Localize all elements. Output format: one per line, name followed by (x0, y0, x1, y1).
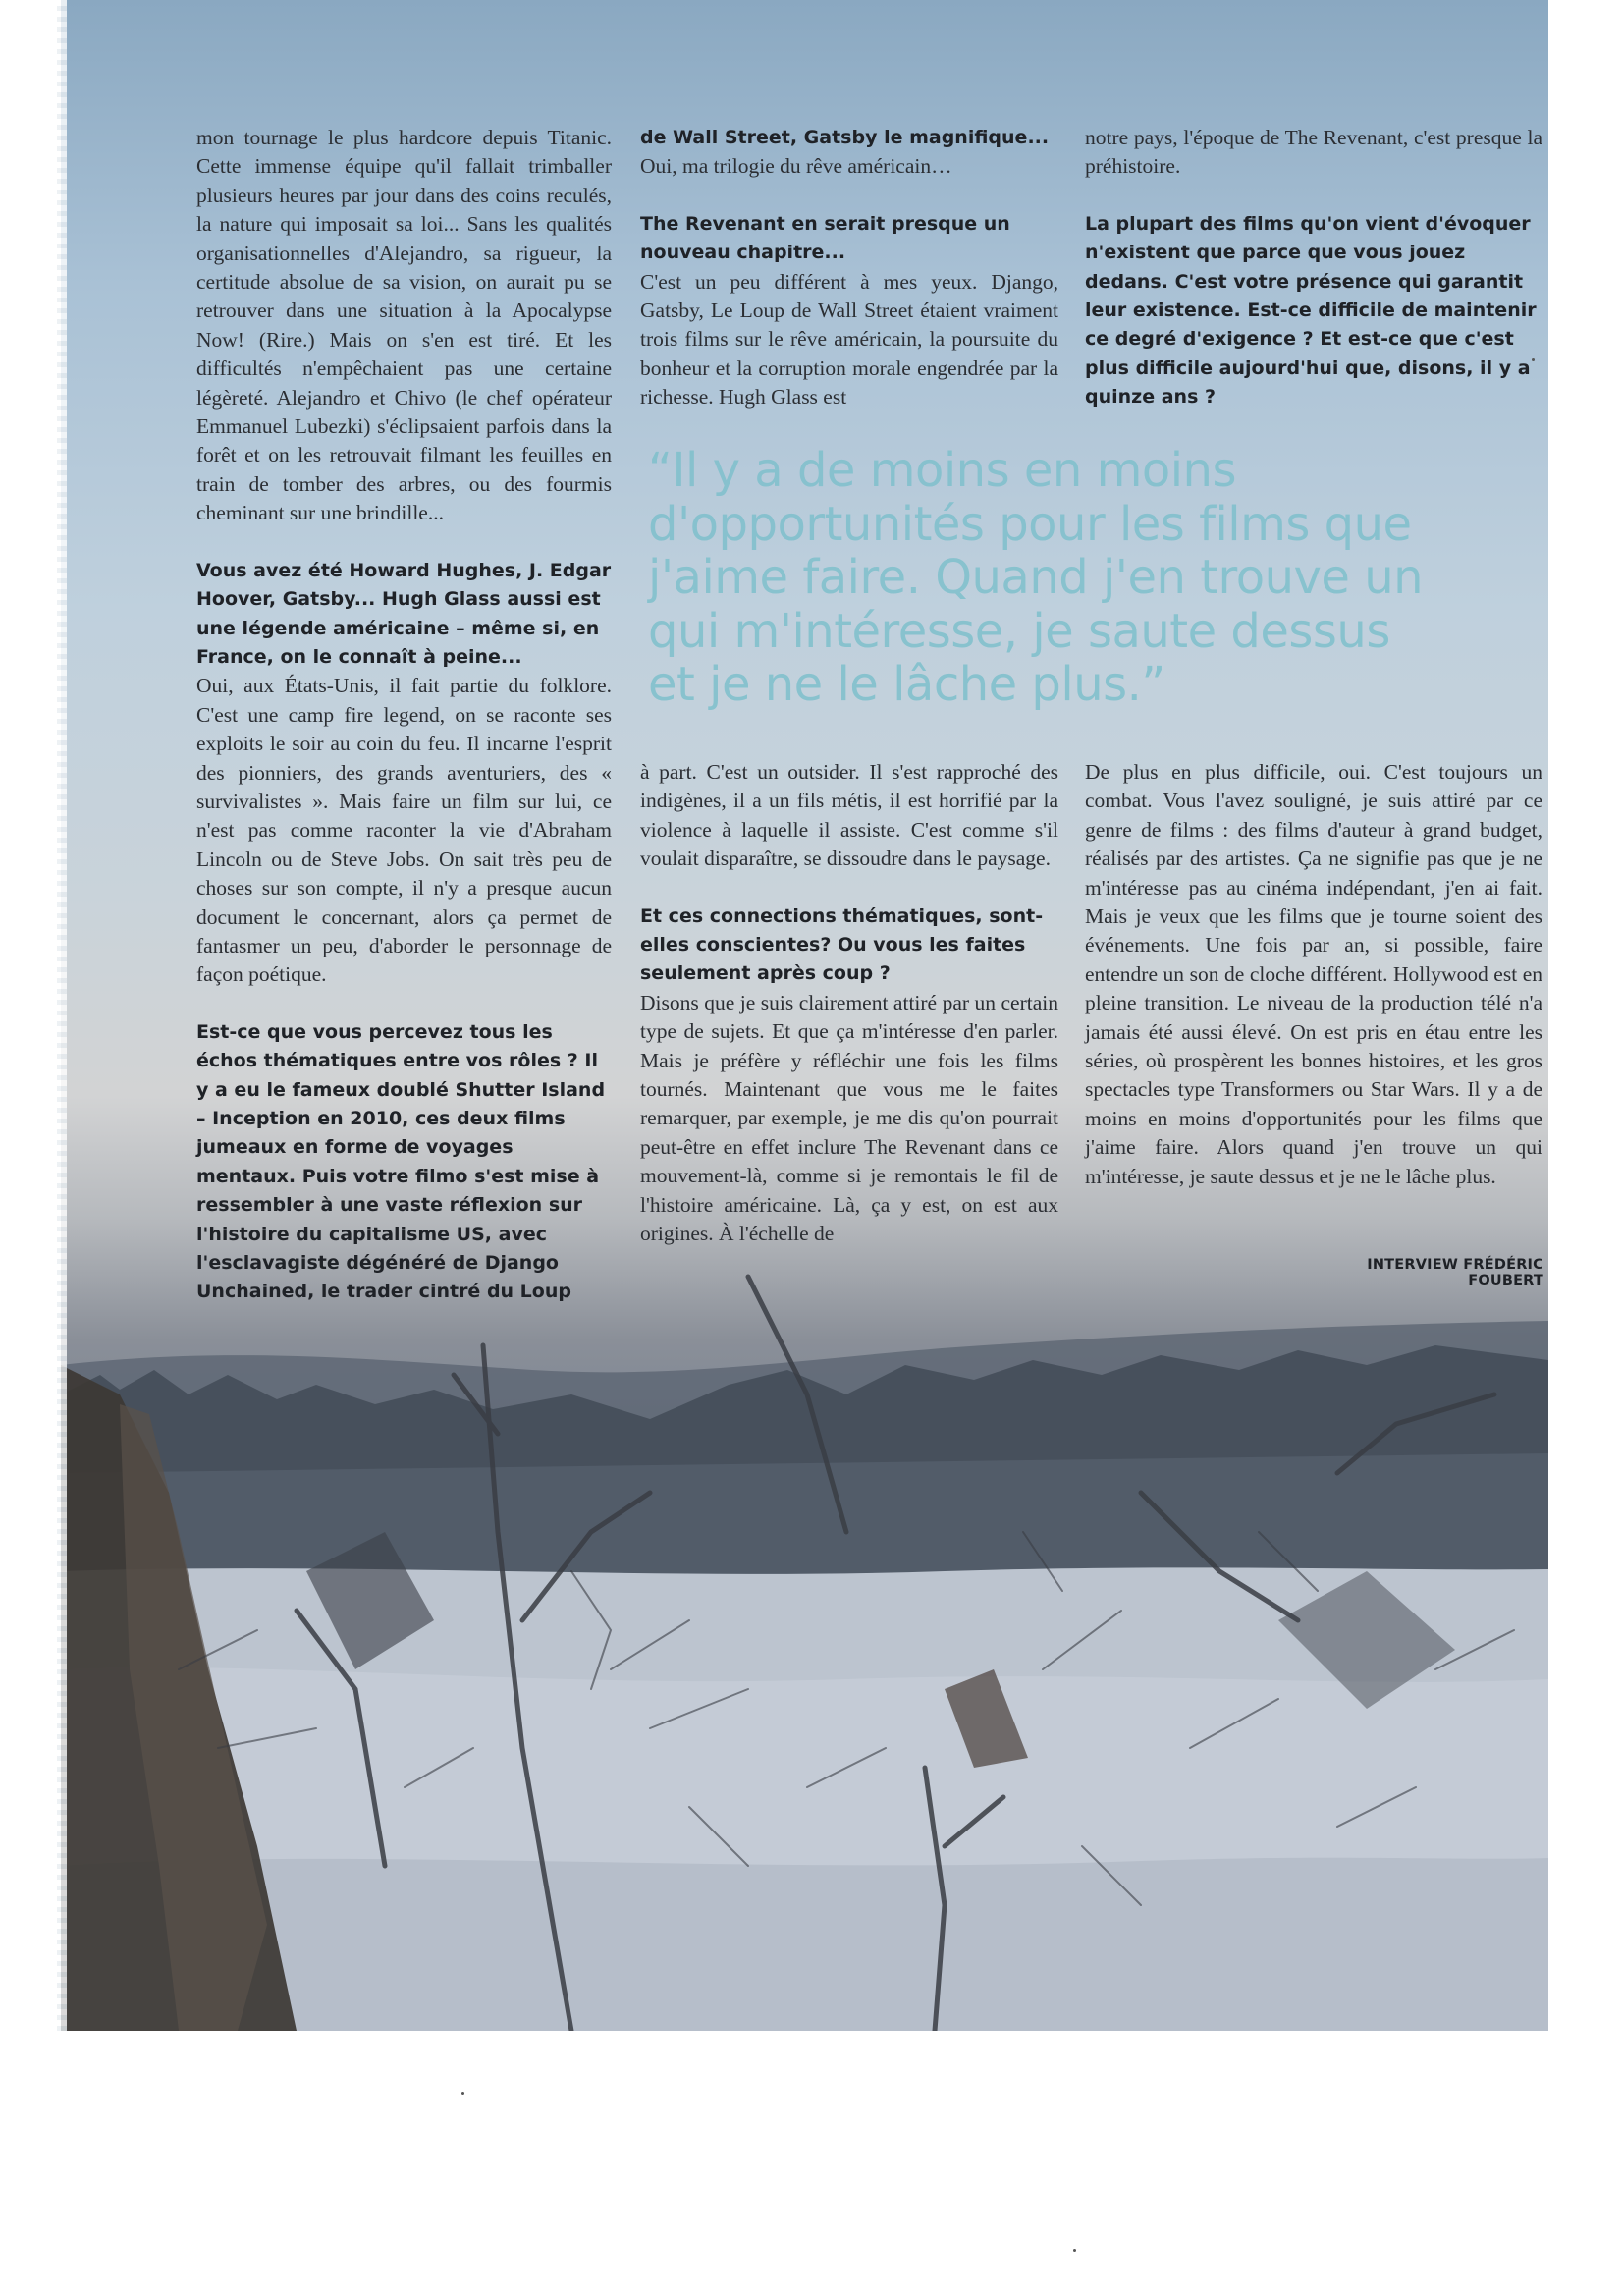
pull-quote: “Il y a de moins en moins d'opportunités pour les films que j'aime faire. Quand j'en trouve un qui m'intéresse, je saute dessus et je ne le lâche plus.” (648, 443, 1424, 712)
interview-question: Est-ce que vous percevez tous les échos thématiques entre vos rôles ? Il y a eu le fameux doublé Shutter Island – Inception en 2010, ces deux films jumeaux en forme de voyages mentaux. Puis votre filmo s'est mise à ressembler à une vaste réflexion sur l'histoire du capitalisme US, avec l'esclavagiste dégénéré de Django Unchained, le trader cintré du Loup (196, 1020, 606, 1303)
answer-paragraph: De plus en plus difficile, oui. C'est toujours un combat. Vous l'avez souligné, je suis attiré par ce genre de films : des films d'auteur à grand budget, réalisés par des artistes. Ça ne signifie pas que je ne m'intéresse pas au cinéma indépendant, j'en ai fait. Mais je veux que les films que je tourne soient des événements. Une fois par an, si possible, faire entendre un son de cloche différent. Hollywood est en pleine transition. Le niveau de la production télé n'a jamais été aussi élevé. On est pris en étau entre les séries, où prospèrent les bonnes histoires, et les gros spectacles type Transformers ou Star Wars. Il y a de moins en moins d'opportunités pour les films que j'aime faire. Alors quand j'en trouve un qui m'intéresse, je saute dessus et je ne le lâche plus. (1085, 760, 1542, 1188)
answer-paragraph: C'est un peu différent à mes yeux. Django, Gatsby, Le Loup de Wall Street étaient vraiment trois films sur le rêve américain, la poursuite du bonheur et la corruption morale engendrée par la richesse. Hugh Glass est (640, 269, 1058, 410)
column-3-top (1085, 124, 1542, 412)
column-2-bottom (640, 758, 1058, 1249)
interview-question: Et ces connections thématiques, sont-elles conscientes? Ou vous les faites seulement après coup ? (640, 904, 1044, 985)
column-3-bottom (1085, 758, 1542, 1191)
column-2-top (640, 124, 1058, 412)
scan-edge (57, 0, 67, 2031)
scan-speck (1532, 358, 1535, 361)
answer-paragraph: à part. C'est un outsider. Il s'est rapproché des indigènes, il a un fils métis, il est horrifié par la violence à laquelle il assiste. C'est comme s'il voulait disparaître, se dissoudre dans le paysage. (640, 760, 1058, 871)
interview-question: The Revenant en serait presque un nouveau chapitre... (640, 212, 1010, 264)
answer-paragraph: Oui, aux États-Unis, il fait partie du folklore. C'est une camp fire legend, on se raconte ses exploits le soir au coin du feu. Il incarne l'esprit des pionniers, des grands aventuriers, des « survivalistes ». Mais faire un film sur lui, ce n'est pas comme raconter la vie d'Abraham Lincoln ou de Steve Jobs. On sait très peu de choses sur son compte, il n'y a presque aucun document le concernant, alors ça permet de fantasmer un peu, d'aborder le personnage de façon poétique. (196, 674, 612, 987)
answer-paragraph: Oui, ma trilogie du rêve américain… (640, 154, 952, 179)
column-1 (196, 124, 612, 1307)
scan-speck (1073, 2249, 1076, 2252)
interview-credit: INTERVIEW FRÉDÉRIC FOUBERT (1367, 1257, 1543, 1288)
interview-question: La plupart des films qu'on vient d'évoquer n'existent que parce que vous jouez dedans. C'est votre présence qui garantit leur existence. Est-ce difficile de maintenir ce degré d'exigence ? Et est-ce que c'est plus difficile aujourd'hui que, disons, il y a quinze ans ? (1085, 212, 1537, 409)
answer-paragraph: Disons que je suis clairement attiré par un certain type de sujets. Et que ça m'intéresse d'en parler. Mais je préfère y réfléchir une fois les films tournés. Maintenant que vous me le faites remarquer, par exemple, je me dis qu'on pourrait peut-être en effet inclure The Revenant dans ce mouvement-là, comme si je remontais le fil de l'histoire américaine. Là, ça y est, on est aux origines. À l'échelle de (640, 990, 1058, 1246)
answer-paragraph: notre pays, l'époque de The Revenant, c'est presque la préhistoire. (1085, 126, 1542, 179)
interview-question: de Wall Street, Gatsby le magnifique... (640, 127, 1050, 148)
scan-speck (461, 2092, 464, 2095)
answer-paragraph: mon tournage le plus hardcore depuis Titanic. Cette immense équipe qu'il fallait trimballer plusieurs heures par jour dans des coins reculés, la nature qui imposait sa loi... Sans les qualités organisationnelles d'Alejandro, sa rigueur, la certitude absolue de sa vision, on aurait pu se retrouver dans une situation à la Apocalypse Now! (Rire.) Mais on s'en est tiré. Et les difficultés n'empêchaient pas une certaine légèreté. Alejandro et Chivo (le chef opérateur Emmanuel Lubezki) s'éclipsaient parfois dans la forêt et on les retrouvait filmant les feuilles en train de tomber des arbres, ou des fourmis cheminant sur une brindille... (196, 126, 612, 525)
interview-question: Vous avez été Howard Hughes, J. Edgar Hoover, Gatsby... Hugh Glass aussi est une légende américaine – même si, en France, on le connaît à peine... (196, 559, 612, 668)
